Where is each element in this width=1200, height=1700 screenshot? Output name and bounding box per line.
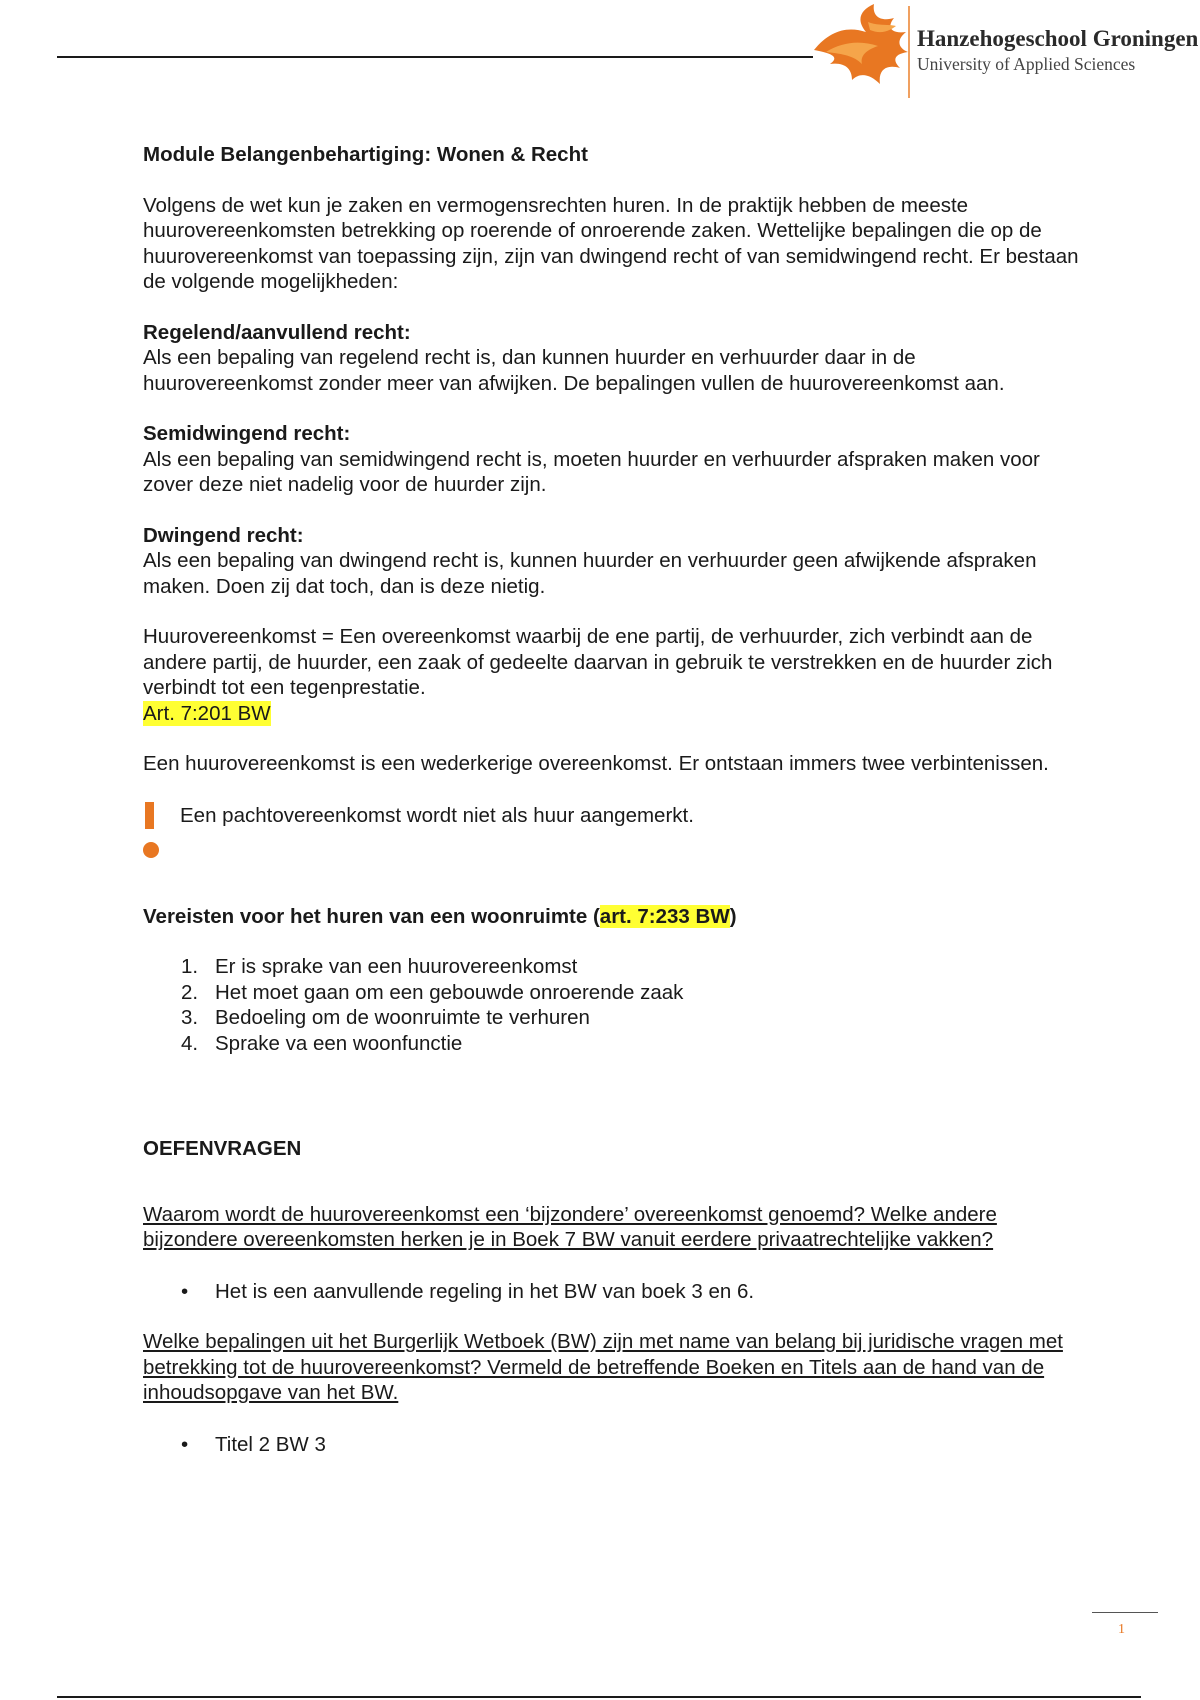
requirements-reference: art. 7:233 BW xyxy=(599,904,730,928)
list-item: 4. Sprake va een woonfunctie xyxy=(181,1031,463,1055)
list-item: • Titel 2 BW 3 xyxy=(181,1432,326,1456)
definition-reference: Art. 7:201 BW xyxy=(143,701,271,725)
section-regelend xyxy=(143,320,1083,397)
requirements-heading: Vereisten voor het huren van een woonruimte (art. 7:233 BW) xyxy=(143,904,737,928)
section-heading: Semidwingend recht: xyxy=(143,422,351,445)
section-text: Als een bepaling van dwingend recht is, kunnen huurder en verhuurder geen afwijkende afspraken maken. Doen zij dat toch, dan is deze nietig. xyxy=(143,549,1037,598)
footer-rule xyxy=(57,1696,1141,1698)
section-heading: Regelend/aanvullend recht: xyxy=(143,320,411,344)
exercise-answers-1 xyxy=(143,1279,1083,1305)
mutual-paragraph: Een huurovereenkomst is een wederkerige overeenkomst. Er ontstaan immers twee verbintenissen. xyxy=(143,752,1049,775)
list-item: 3. Bedoeling om de woonruimte te verhuren xyxy=(181,1006,590,1029)
notice-callout xyxy=(143,802,1083,864)
section-text: Als een bepaling van regelend recht is, dan kunnen huurder en verhuurder daar in de huurovereenkomst zonder meer van afwijken. De bepalingen vullen de huurovereenkomst aan. xyxy=(143,346,1005,395)
header-rule xyxy=(57,56,813,58)
exclamation-icon xyxy=(143,802,161,862)
logo-subtitle: University of Applied Sciences xyxy=(917,54,1136,74)
page-number: 1 xyxy=(1118,1622,1125,1637)
exercise-question-2: Welke bepalingen uit het Burgerlijk Wetboek (BW) zijn met name van belang bij juridische vragen met betrekking tot de huurovereenkomst? Vermeld de betreffende Boeken en Titels aan de hand van de inhoudsopgave van het BW. xyxy=(143,1330,1063,1404)
exercise-answers-2 xyxy=(143,1432,1083,1458)
logo-divider xyxy=(908,6,910,98)
exercises-heading: OEFENVRAGEN xyxy=(143,1137,302,1160)
exercise-question-1: Waarom wordt de huurovereenkomst een ‘bijzondere’ overeenkomst genoemd? Welke andere bijzondere overeenkomsten herken je in Boek 7 BW vanuit eerdere privaatrechtelijke vakken? xyxy=(143,1202,997,1251)
requirements-list xyxy=(143,954,1083,1056)
list-item: 2. Het moet gaan om een gebouwde onroerende zaak xyxy=(181,980,684,1004)
section-text: Als een bepaling van semidwingend recht is, moeten huurder en verhuurder afspraken maken voor zover deze niet nadelig voor de huurder zijn. xyxy=(143,447,1040,496)
section-dwingend xyxy=(143,523,1083,600)
logo-name: Hanzehogeschool Groningen xyxy=(917,26,1199,51)
institution-logo xyxy=(808,0,1200,100)
list-item: 1. Er is sprake van een huurovereenkomst xyxy=(181,955,578,978)
intro-paragraph: Volgens de wet kun je zaken en vermogensrechten huren. In de praktijk hebben de meeste huurovereenkomsten betrekking op roerende of onroerende zaken. Wettelijke bepalingen die op de huurovereenkomst van toepassing zijn, zijn van dwingend recht of van semidwingend recht. Er bestaan de volgende mogelijkheden: xyxy=(143,193,1079,293)
flame-logo-icon xyxy=(808,0,916,100)
section-heading: Dwingend recht: xyxy=(143,523,304,547)
list-item: • Het is een aanvullende regeling in het BW van boek 3 en 6. xyxy=(181,1279,755,1303)
document-body xyxy=(143,142,1083,1482)
definition-block xyxy=(143,624,1083,726)
definition-text: Huurovereenkomst = Een overeenkomst waarbij de ene partij, de verhuurder, zich verbindt aan de andere partij, de huurder, een zaak of gedeelte daarvan in gebruik te verstrekken en de huurder zich verbindt tot een tegenprestatie. xyxy=(143,625,1053,699)
section-semidwingend xyxy=(143,421,1083,498)
notice-text: Een pachtovereenkomst wordt niet als huur aangemerkt. xyxy=(180,803,694,827)
page-number-rule xyxy=(1092,1612,1158,1613)
page-title: Module Belangenbehartiging: Wonen & Recht xyxy=(143,143,588,166)
